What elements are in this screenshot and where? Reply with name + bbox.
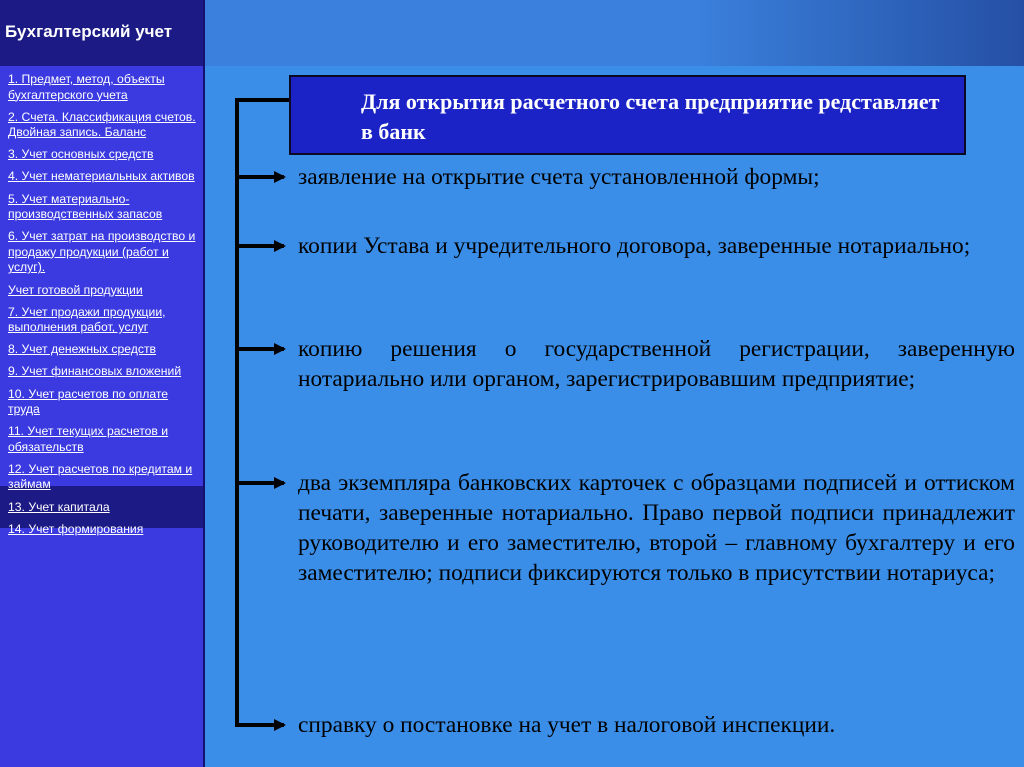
nav-item-1[interactable]: 1. Предмет, метод, объекты бухгалтерского учета (8, 72, 165, 102)
nav-item-3[interactable]: 3. Учет основных средств (8, 147, 154, 162)
list-item-2: копии Устава и учредительного договора, заверенные нотариально; (298, 233, 971, 259)
nav-item-7[interactable]: 7. Учет продажи продукции, выполнения работ, услуг (8, 304, 166, 335)
nav-item-2[interactable]: 2. Счета. Классификация счетов. Двойная запись. Баланс (8, 109, 196, 140)
list-item-3: копию решения о государственной регистрации, заверенную нотариально или органом, зарегистрировавшим предприятие; (298, 336, 1015, 392)
nav-item-6[interactable]: 6. Учет затрат на производство и продажу продукции (работ и услуг). (8, 229, 196, 275)
heading-box (289, 75, 966, 155)
nav-item-9[interactable]: 9. Учет финансовых вложений (8, 364, 182, 379)
list-item-5: справку о постановке на учет в налоговой инспекции. (298, 712, 836, 738)
nav-item-12[interactable]: 12. Учет расчетов по кредитам и займам (8, 461, 193, 492)
sidebar-title: Бухгалтерский учет (5, 22, 173, 41)
nav-item-8[interactable]: 8. Учет денежных средств (8, 342, 157, 357)
nav-item-6b[interactable]: Учет готовой продукции (8, 282, 143, 297)
nav-item-5[interactable]: 5. Учет материально-производственных запасов (8, 191, 163, 222)
nav-item-13[interactable]: 13. Учет капитала (8, 499, 110, 514)
list-item-1: заявление на открытие счета установленной формы; (298, 164, 820, 190)
heading-text: Для открытия расчетного счета предприятие редставляет в банк (361, 89, 940, 144)
list-item-4: два экземпляра банковских карточек с образцами подписей и оттиском печати, заверенные нотариально. Право первой подписи принадлежит руководителю и его заместителю, второй – главному бухгалтеру и его заместителю; подписи фиксируются только в присутствии нотариуса; (298, 470, 1015, 586)
nav-item-10[interactable]: 10. Учет расчетов по оплате труда (8, 386, 169, 417)
nav-item-11[interactable]: 11. Учет текущих расчетов и обязательств (8, 424, 169, 454)
nav-item-4[interactable]: 4. Учет нематериальных активов (8, 169, 195, 184)
nav-item-14[interactable]: 14. Учет формирования (8, 521, 144, 536)
